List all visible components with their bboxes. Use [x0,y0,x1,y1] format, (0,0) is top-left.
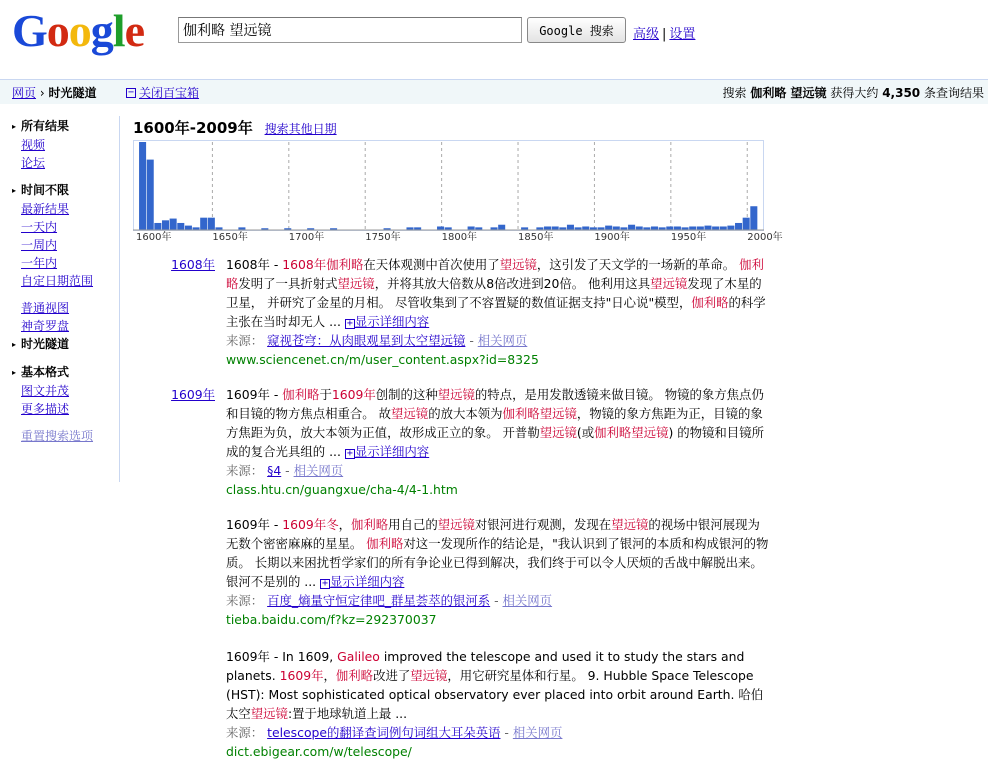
stats-count: 4,350 [882,86,921,100]
result-source [226,591,771,610]
snippet-text: ， [338,517,351,532]
highlight-term: 1609年 [331,387,376,402]
related-pages-link[interactable]: 相关网页 [502,593,553,608]
nav-more-text[interactable]: 更多描述 [21,402,70,416]
timeline-bar[interactable] [170,219,177,230]
result-stats [723,84,984,101]
dash-separator: - [500,725,513,740]
timeline-bar[interactable] [582,226,589,230]
highlight-term: 伽利略 [335,668,374,683]
nav-latest[interactable]: 最新结果 [21,202,70,216]
result-snippet [226,515,771,591]
timeline-bar[interactable] [498,225,505,230]
highlight-term: Galileo [337,649,380,664]
nav-video[interactable]: 视频 [21,138,46,152]
nav-all-results: ▸ 所有结果 [12,117,120,136]
x-tick-label: 1900年 [594,232,630,243]
result-source [226,461,771,480]
timeline-bar[interactable] [750,206,757,230]
crumb-web-link[interactable]: 网页 [12,86,37,100]
result-url: class.htu.cn/guangxue/cha-4/4-1.htm [226,482,458,497]
close-toolbox[interactable] [126,84,199,101]
timeline-bar[interactable] [628,225,635,230]
header-links [633,23,695,42]
triangle-right-icon: ▸ [12,340,17,349]
snippet-text: 的科学主张在当时却无人 ... [226,295,766,329]
nav-reset[interactable]: 重置搜索选项 [21,429,94,443]
timeline-bar[interactable] [743,218,750,230]
x-tick-label: 1600年 [136,232,172,243]
highlight-term: 望远镜 [391,406,429,421]
separator: | [662,27,667,42]
plus-box-icon[interactable]: + [322,578,329,589]
close-toolbox-link[interactable]: 关闭百宝箱 [139,86,200,100]
timeline-bar[interactable] [185,226,192,230]
snippet-text: 对这一发现所作的结论是，"我认识到了银河的本质和构成银河的物质。 长期以来困扰哲学家们的所有争论业已得到解决，我们终于可以令人厌烦的舌战中解脱出来。 银河不是别的 ... [226,536,769,589]
chart-frame [134,141,764,231]
timeline-bar[interactable] [651,226,658,230]
result-title-link[interactable]: 百度_熵量守恒定律吧_群星荟萃的银河系 [267,593,491,608]
timeline-bar[interactable] [139,142,146,230]
stats-middle: 获得大约 [826,86,883,100]
highlight-term: 望远镜 [250,706,288,721]
x-tick-label: 1950年 [670,232,707,243]
nav-group-view [12,299,120,354]
result-year-link[interactable]: 1609年 [171,387,215,402]
timeline-bar[interactable] [468,226,475,230]
snippet-text: (或 [576,425,595,440]
snippet-text: 改进了 [373,668,411,683]
highlight-term: 伽利略望远镜 [502,406,577,421]
highlight-term: 望远镜 [650,276,688,291]
result-title-link[interactable]: 窥视苍穹：从肉眼观星到太空望远镜 [267,333,466,348]
timeline-bar[interactable] [720,226,727,230]
x-tick-label: 1850年 [518,232,554,243]
result-snippet [226,647,771,723]
result-item [226,255,771,369]
search-button[interactable]: Google 搜索 [527,17,626,43]
nav-year[interactable]: 一年内 [21,256,58,270]
crumb-current: 时光隧道 [48,86,97,100]
highlight-term: 望远镜 [337,276,375,291]
plus-box-icon[interactable]: + [346,448,353,459]
timeline-bar[interactable] [735,223,742,230]
snippet-text: improved the telescope and used it to study the stars and planets. [226,649,745,683]
timeline-bar[interactable] [704,226,711,230]
highlight-term: 1609年冬 [282,517,339,532]
minus-box-icon: − [127,86,135,98]
triangle-right-icon: ▸ [12,186,17,195]
timeline-bar[interactable] [666,226,673,230]
nav-week[interactable]: 一周内 [21,238,58,252]
snippet-text: 于 [319,387,332,402]
triangle-right-icon: ▸ [12,122,17,131]
timeline-bar[interactable] [162,220,169,230]
nav-group-format [12,363,120,418]
snippet-text: 用自己的 [388,517,438,532]
source-label: 来源： [226,333,268,348]
snippet-text: 发明了一具折射式 [238,276,338,291]
nav-group-reset [12,427,120,445]
timeline-bar[interactable] [552,226,559,230]
snippet-text: 1608年 - [226,257,283,272]
timeline-bar[interactable] [636,226,643,230]
highlight-term: 望远镜 [611,517,649,532]
timeline-bar[interactable] [697,226,704,230]
result-snippet [226,255,771,331]
result-year-link[interactable]: 1608年 [171,257,215,272]
stats-suffix: 条查询结果 [920,86,984,100]
highlight-term: 1608年 [282,257,327,272]
highlight-term: 1609年 [279,668,324,683]
timeline-chart[interactable] [133,140,783,244]
highlight-term: 伽利略 [226,257,764,291]
highlight-term: 望远镜 [437,517,475,532]
related-pages-link[interactable]: 相关网页 [293,463,344,478]
highlight-term: 伽利略望远镜 [594,425,669,440]
timeline-bar[interactable] [147,160,154,230]
timeline-bar[interactable] [712,226,719,230]
triangle-right-icon: ▸ [12,368,17,377]
settings-link[interactable]: 设置 [669,27,696,42]
dash-separator: - [281,463,294,478]
result-title-link[interactable]: telescope的翻译查词例句词组大耳朵英语 [267,725,501,740]
nav-group-time [12,181,120,290]
snippet-text: ，物镜的象方焦距为正，目镜的象方焦距为负，放大本领为正值，故形成正立的象。 开普勒 [226,406,763,440]
plus-box-icon[interactable]: + [346,318,353,329]
timeline-bar[interactable] [208,218,215,230]
timeline-bar[interactable] [177,223,184,230]
show-details-link[interactable]: 显示详细内容 [354,444,430,459]
source-label: 来源： [226,725,268,740]
snippet-text: 1609年 - [226,517,283,532]
snippet-text: :置于地球轨道上最 ... [287,706,408,721]
source-label: 来源： [226,593,268,608]
source-label: 来源： [226,463,268,478]
result-source [226,331,771,350]
highlight-term: 望远镜 [539,425,577,440]
related-pages-link[interactable]: 相关网页 [512,725,563,740]
timeline-bar[interactable] [613,226,620,230]
timeline-bar[interactable] [674,226,681,230]
nav-custom-range[interactable]: 自定日期范围 [21,274,94,288]
highlight-term: 望远镜 [499,257,537,272]
stats-prefix: 搜索 [722,86,751,100]
snippet-text: 对银河进行观测，发现在 [474,517,612,532]
timeline-bar[interactable] [437,226,444,230]
snippet-text: ， [323,668,336,683]
snippet-text: 1609年 - In 1609, [226,649,338,664]
highlight-term: 望远镜 [410,668,448,683]
timeline-range-title: 1600年-2009年 [133,119,253,137]
snippet-text: ，这引发了天文学的一场新的革命。 [536,257,740,272]
highlight-term: 伽利略 [282,387,320,402]
results-bar [0,79,988,104]
highlight-term: 伽利略 [351,517,389,532]
x-tick-label: 1750年 [365,232,401,243]
nav-group-type [12,117,120,172]
x-tick-label: 1700年 [288,232,325,243]
result-snippet [226,385,771,461]
result-url: dict.ebigear.com/w/telescope/ [226,744,412,759]
crumb-arrow: › [39,86,45,100]
snippet-text: 创制的这种 [375,387,438,402]
dash-separator: - [465,333,478,348]
snippet-text: ) 的物镜和目镜所成的复合光具组的 ... [226,425,764,459]
timeline-bar[interactable] [544,226,551,230]
snippet-text: 发现了木星的卫星， 并研究了金星的月相。 尽管收集到了不容置疑的数值证据支持"日心说"模型， [226,276,762,310]
snippet-text: 的放大本领为 [428,406,503,421]
nav-anytime: ▸ 时间不限 [12,181,120,200]
result-url: tieba.baidu.com/f?kz=292370037 [226,612,437,627]
timeline-bar[interactable] [727,226,734,230]
result-url: www.sciencenet.cn/m/user_content.aspx?id=8325 [226,352,539,367]
nav-day[interactable]: 一天内 [21,220,58,234]
highlight-term: 望远镜 [437,387,475,402]
result-source [226,723,771,742]
logo-text: Google [10,4,14,5]
nav-wonder-wheel[interactable]: 神奇罗盘 [21,319,70,333]
snippet-text: 的视场中银河展现为无数个密密麻麻的星星。 [226,517,760,551]
result-item [226,385,771,499]
nav-forum[interactable]: 论坛 [21,156,46,170]
nav-basic-format: ▸ 基本格式 [12,363,120,382]
snippet-text: 在天体观测中首次使用了 [363,257,500,272]
result-title-link[interactable]: §4 [267,463,282,478]
timeline-header [133,117,337,138]
advanced-search-link[interactable]: 高级 [633,27,660,42]
x-tick-label: 1650年 [212,232,248,243]
show-details-link[interactable]: 显示详细内容 [354,314,430,329]
result-item [226,647,771,761]
dash-separator: - [490,593,503,608]
snippet-text: 的特点，是用发散透镜来做目镜。 物镜的象方焦点仍和目镜的物方焦点相重合。 故 [226,387,764,421]
x-tick-label: 1800年 [441,232,478,243]
breadcrumb [12,84,97,101]
other-dates-link[interactable]: 搜索其他日期 [264,122,337,136]
highlight-term: 伽利略 [366,536,404,551]
show-details-link[interactable]: 显示详细内容 [330,574,405,589]
nav-standard-view[interactable]: 普通视图 [21,301,70,315]
timeline-bar[interactable] [154,223,161,230]
timeline-bar[interactable] [567,225,574,230]
left-nav [12,117,120,454]
related-pages-link[interactable]: 相关网页 [477,333,528,348]
highlight-term: 伽利略 [691,295,729,310]
result-item [226,515,771,629]
highlight-term: 伽利略 [326,257,364,272]
snippet-text: 1609年 - [226,387,283,402]
search-input[interactable] [178,17,522,43]
google-logo[interactable] [10,4,160,56]
snippet-text: ，并将其放大倍数从8倍改进到20倍。 他利用这具 [374,276,651,291]
stats-query: 伽利略 望远镜 [750,86,827,100]
nav-timeline: ▸ 时光隧道 [12,335,120,354]
snippet-text: ，用它研究星体和行星。 9. Hubble Space Telescope (HST): Most sophisticated optical observatory ever placed into orbit around Earth. 哈伯太空 [226,668,764,721]
x-tick-label: 2000年 [747,232,783,243]
timeline-bar[interactable] [605,226,612,230]
timeline-bar[interactable] [689,226,696,230]
svg-text:Google: Google [12,5,144,56]
timeline-bar[interactable] [200,218,207,230]
nav-rich-snippets[interactable]: 图文并茂 [21,384,70,398]
